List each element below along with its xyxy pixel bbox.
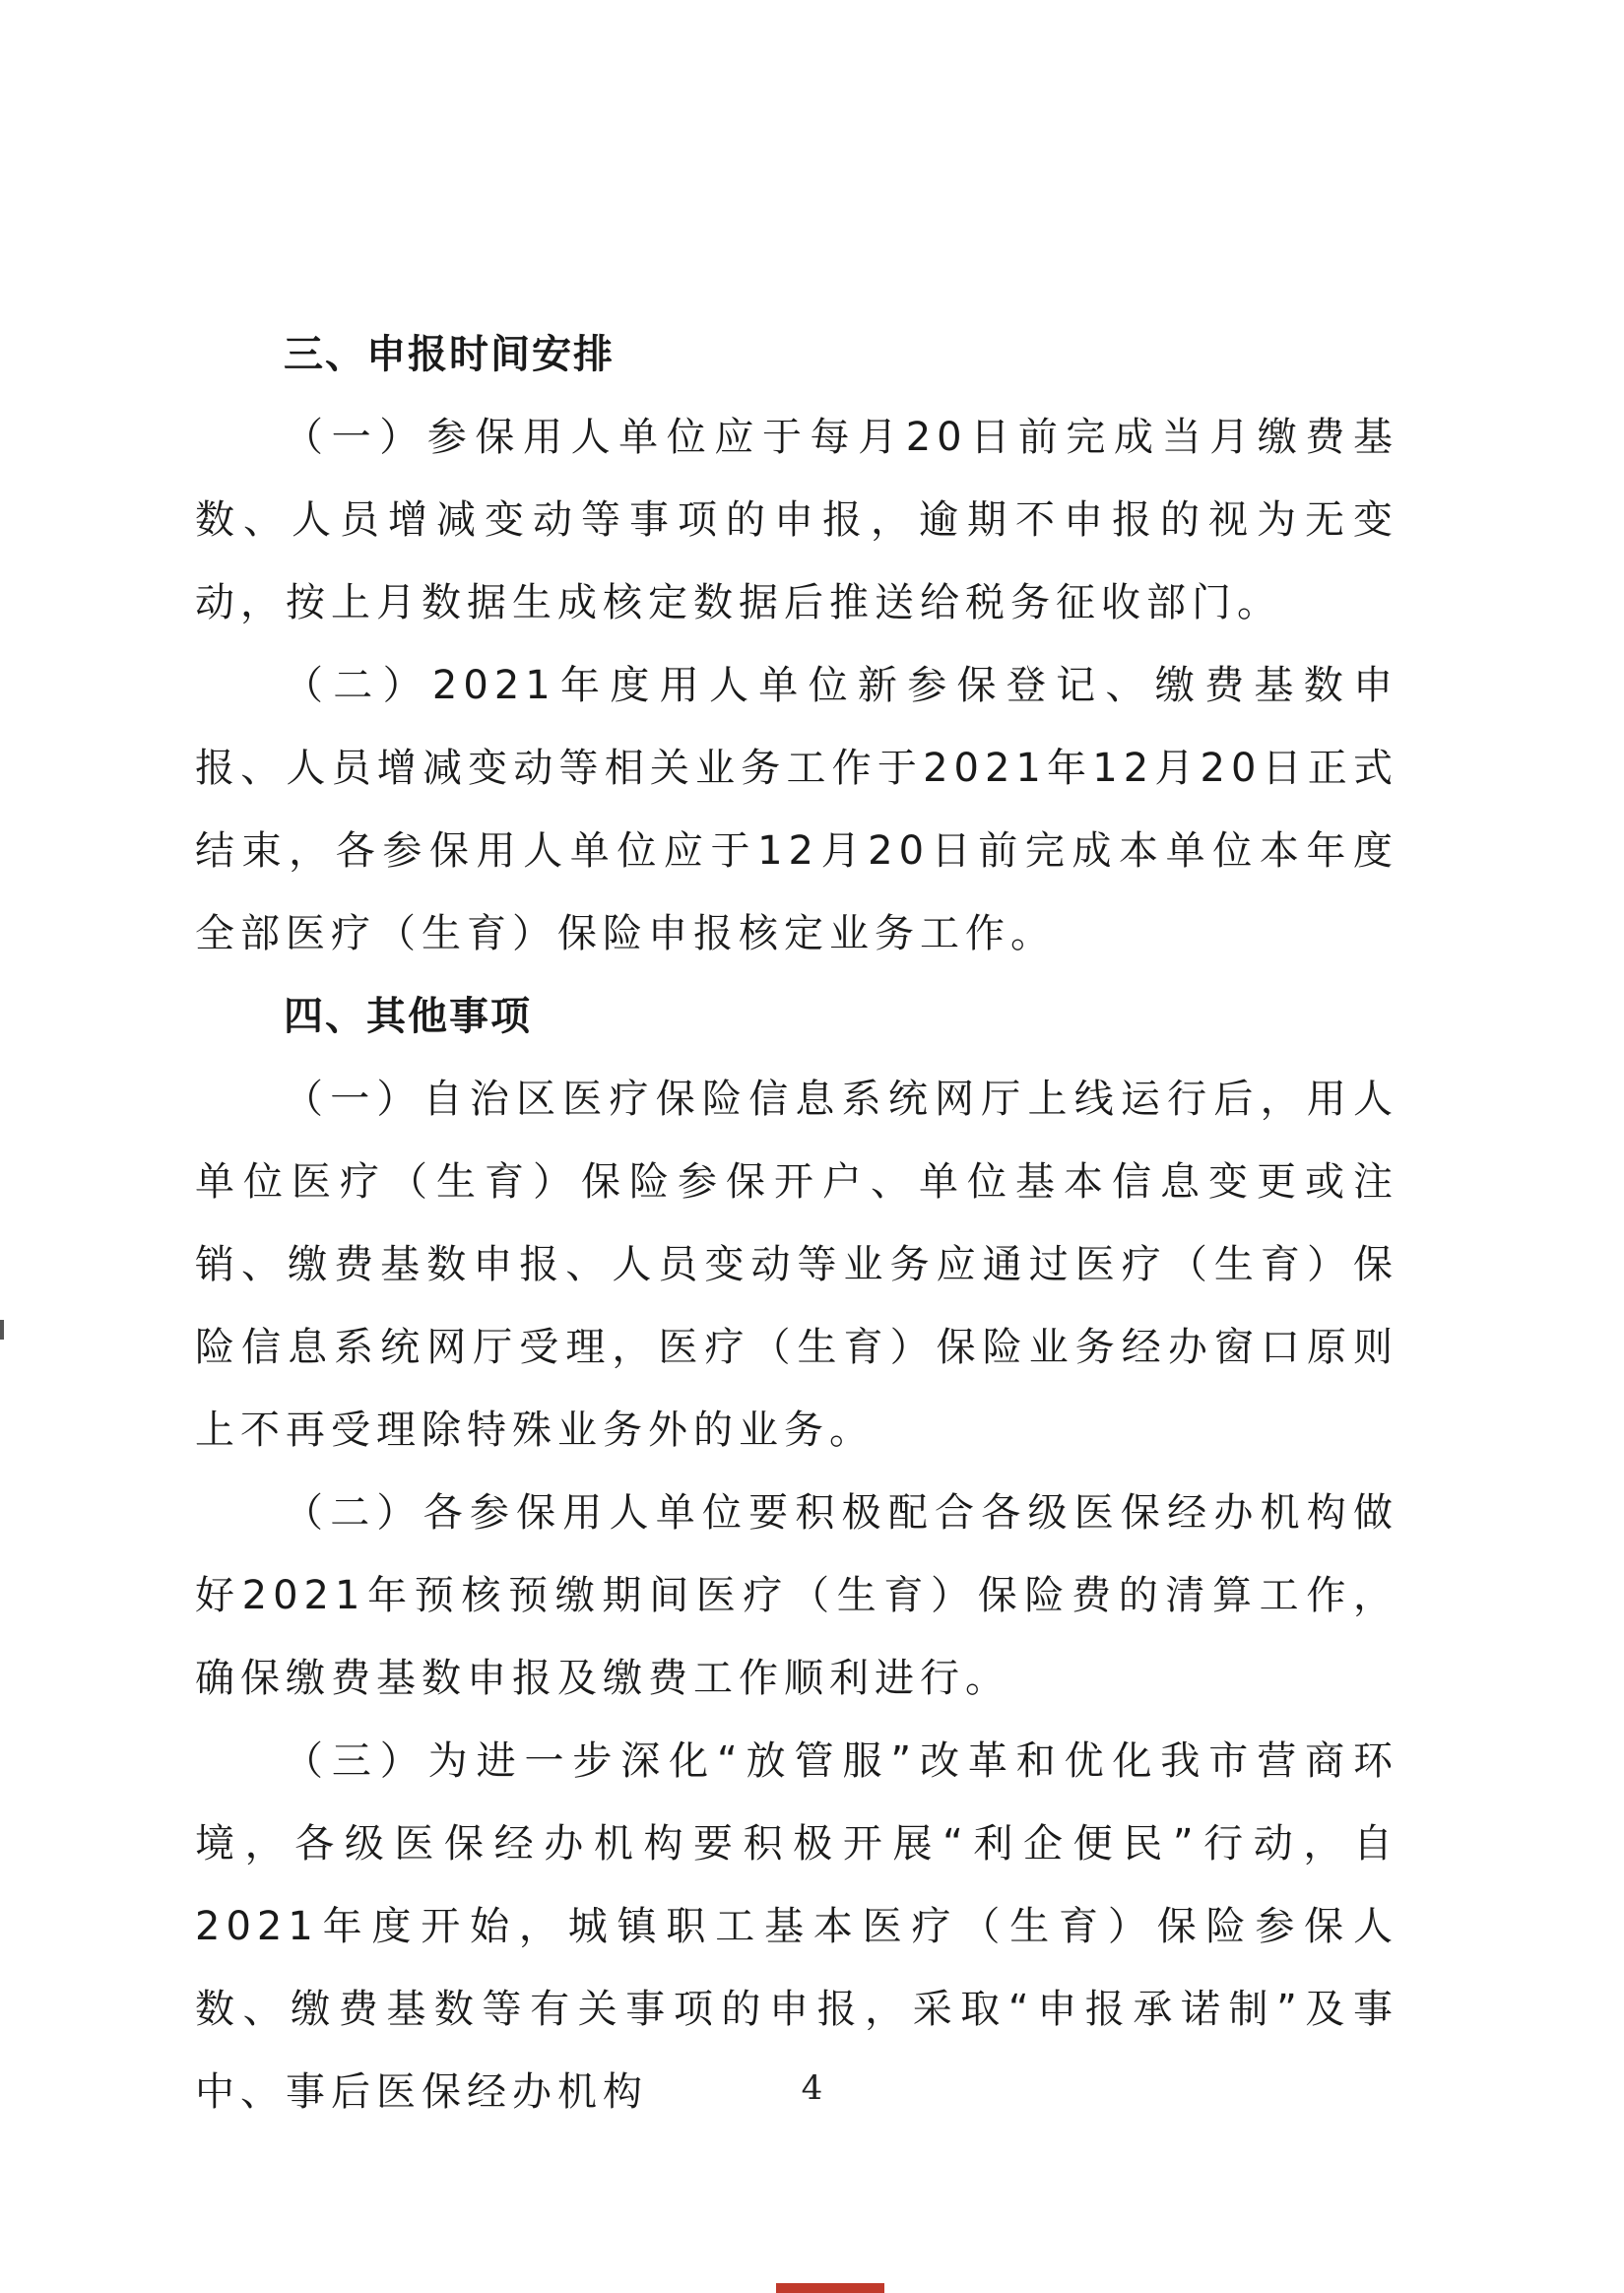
paragraph-other-1: （一）自治区医疗保险信息系统网厅上线运行后，用人单位医疗（生育）保险参保开户、单位基本信息变更或注销、缴费基数申报、人员变动等业务应通过医疗（生育）保险信息系统网厅受理，医疗（生育）保险业务经办窗口原则上不再受理除特殊业务外的业务。	[195, 1077, 1398, 1453]
page-number: 4	[801, 2068, 823, 2108]
document-body	[195, 313, 1398, 2133]
paragraph-schedule-1: （一）参保用人单位应于每月20日前完成当月缴费基数、人员增减变动等事项的申报，逾期不申报的视为无变动，按上月数据生成核定数据后推送给税务征收部门。	[195, 415, 1398, 625]
binding-edge-mark	[0, 1320, 4, 1340]
scan-edge-mark	[776, 2283, 884, 2293]
paragraph-other-3: （三）为进一步深化“放管服”改革和优化我市营商环境，各级医保经办机构要积极开展“利企便民”行动，自2021年度开始，城镇职工基本医疗（生育）保险参保人数、缴费基数等有关事项的申报，采取“申报承诺制”及事中、事后医保经办机构	[195, 1738, 1398, 2115]
section-heading-schedule: 三、申报时间安排	[284, 332, 615, 377]
section-heading-other: 四、其他事项	[284, 994, 532, 1039]
paragraph-schedule-2: （二）2021年度用人单位新参保登记、缴费基数申报、人员增减变动等相关业务工作于2021年12月20日正式结束，各参保用人单位应于12月20日前完成本单位本年度全部医疗（生育）保险申报核定业务工作。	[195, 663, 1398, 956]
paragraph-other-2: （二）各参保用人单位要积极配合各级医保经办机构做好2021年预核预缴期间医疗（生育）保险费的清算工作，确保缴费基数申报及缴费工作顺利进行。	[195, 1490, 1398, 1701]
